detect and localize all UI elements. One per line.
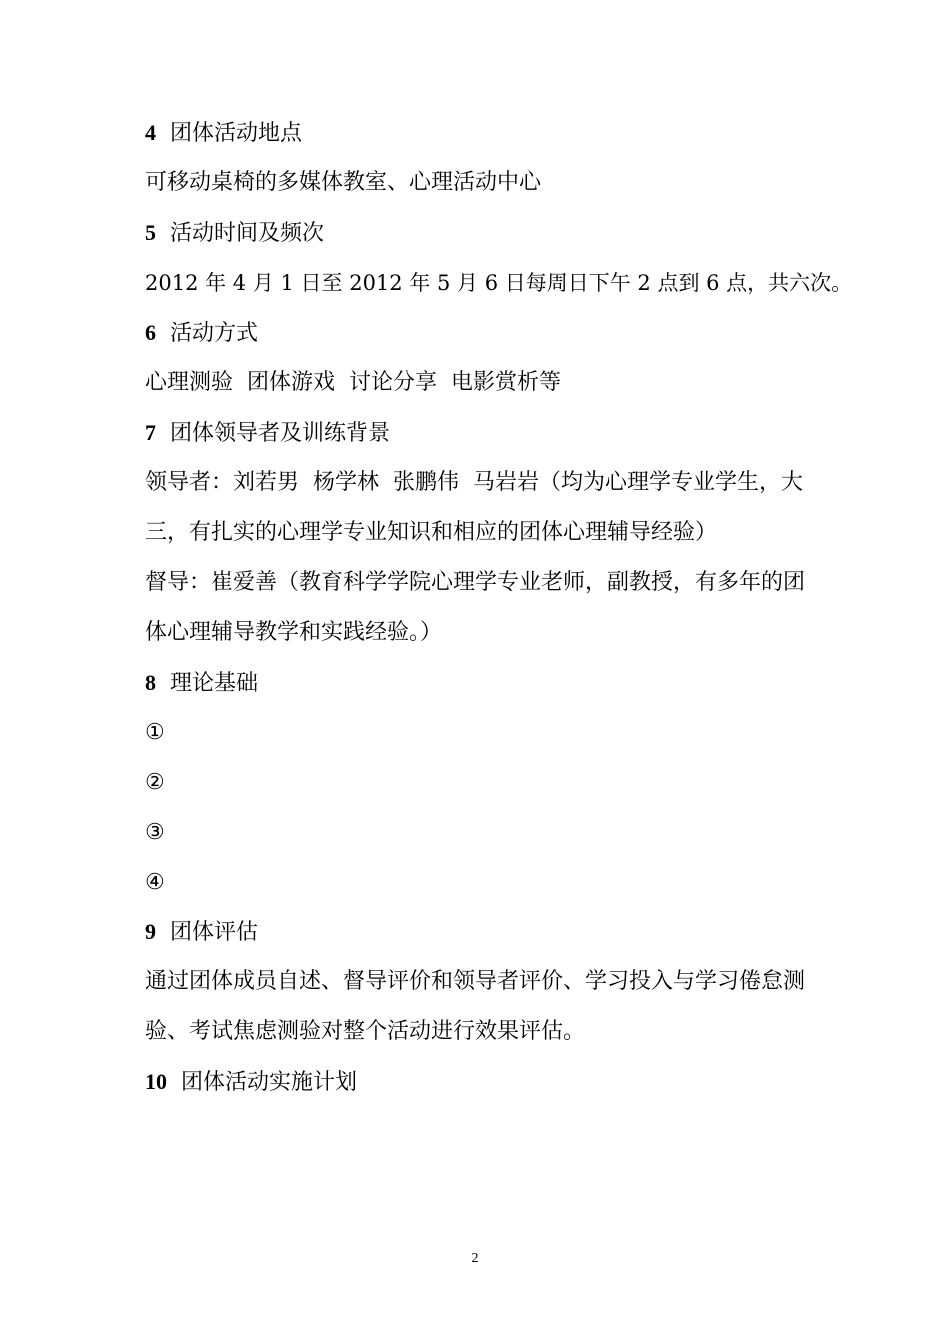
time-text: 2012 年 4 月 1 日至 2012 年 5 月 6 日每周日下午 2 点到 6 点，共六次。	[145, 271, 853, 295]
theory-item-1: ①	[145, 720, 165, 745]
section-6-heading	[145, 318, 815, 349]
section-8-heading	[145, 668, 815, 699]
section-number: 5	[145, 220, 156, 245]
section-title: 团体活动实施计划	[181, 1070, 358, 1095]
section-title: 团体领导者及训练背景	[170, 421, 391, 446]
section-4-heading	[145, 118, 815, 149]
evaluation-text-line-2: 验、考试焦虑测验对整个活动进行效果评估。	[145, 1019, 586, 1044]
page-number: 2	[471, 1251, 479, 1266]
section-title: 活动方式	[170, 321, 259, 346]
section-number: 7	[145, 420, 156, 445]
location-text: 可移动桌椅的多媒体教室、心理活动中心	[145, 170, 542, 195]
section-number: 9	[145, 919, 156, 944]
methods-text: 心理测验 团体游戏 讨论分享 电影赏析等	[145, 370, 561, 395]
theory-item-3: ③	[145, 820, 165, 845]
section-7-heading	[145, 418, 815, 449]
theory-item-4: ④	[145, 870, 165, 895]
section-5-heading	[145, 218, 815, 249]
section-number: 10	[145, 1069, 167, 1094]
section-number: 8	[145, 670, 156, 695]
theory-item-2: ②	[145, 770, 165, 795]
section-number: 6	[145, 320, 156, 345]
section-title: 团体评估	[170, 920, 259, 945]
section-9-heading	[145, 917, 815, 948]
section-number: 4	[145, 120, 156, 145]
section-10-heading	[145, 1067, 815, 1098]
evaluation-text-line-1: 通过团体成员自述、督导评价和领导者评价、学习投入与学习倦怠测	[145, 969, 806, 994]
supervisor-text-line-2: 体心理辅导教学和实践经验。）	[145, 620, 443, 645]
supervisor-text-line-1: 督导：崔爱善（教育科学学院心理学专业老师，副教授，有多年的团	[145, 570, 806, 595]
leaders-text-line-2: 三，有扎实的心理学专业知识和相应的团体心理辅导经验）	[145, 520, 718, 545]
section-title: 理论基础	[170, 671, 259, 696]
leaders-text-line-1: 领导者：刘若男 杨学林 张鹏伟 马岩岩（均为心理学专业学生，大	[145, 470, 803, 495]
section-title: 活动时间及频次	[170, 221, 325, 246]
section-title: 团体活动地点	[170, 121, 303, 146]
